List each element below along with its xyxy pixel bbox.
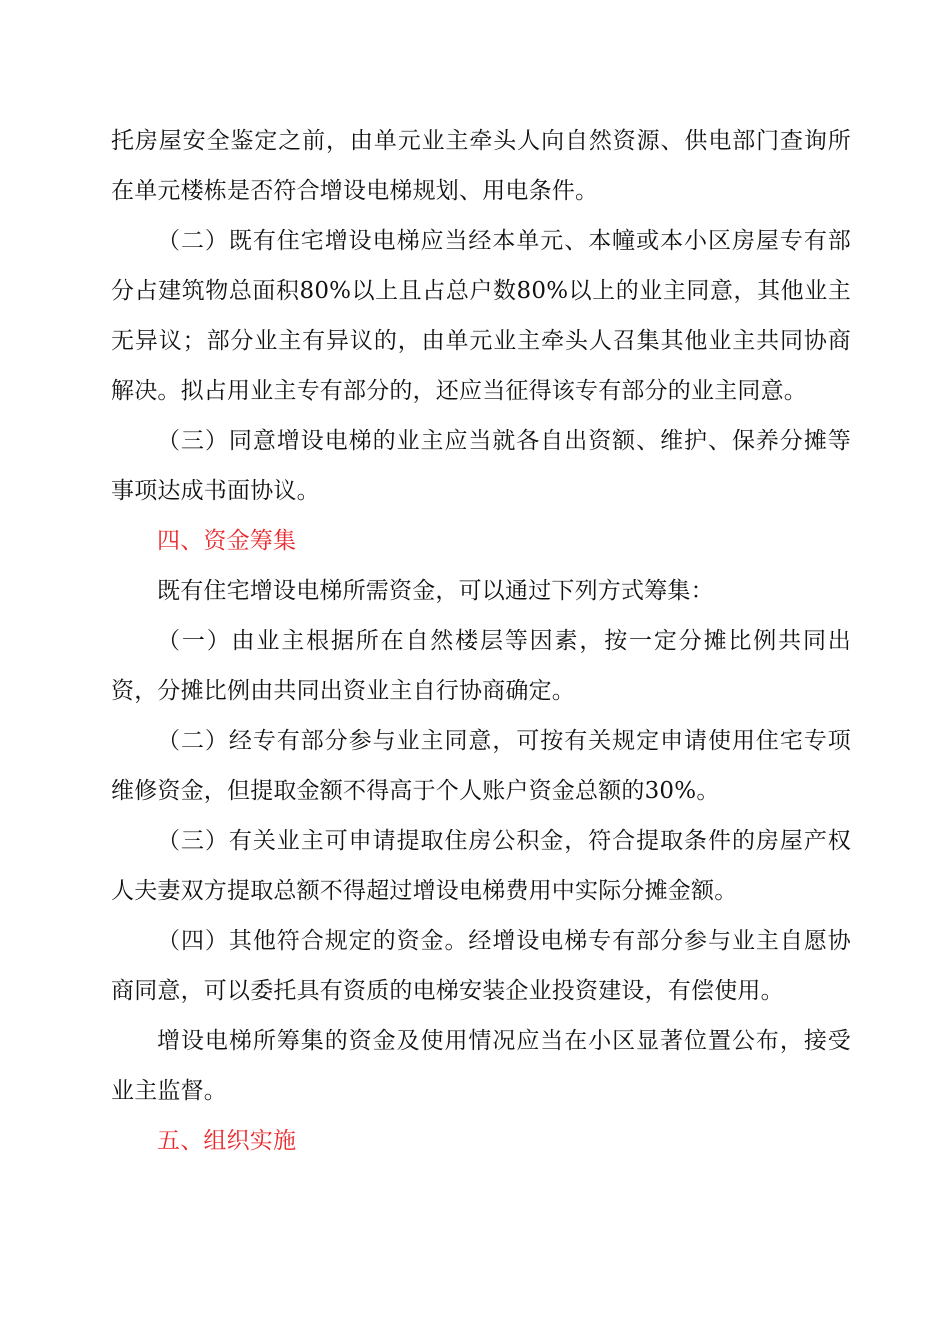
document-body: [111, 116, 851, 1166]
paragraph-continuation: 托房屋安全鉴定之前，由单元业主牵头人向自然资源、供电部门查询所在单元楼栋是否符合增设电梯规划、用电条件。: [111, 128, 851, 204]
paragraph-clause-3-agreement: （三）同意增设电梯的业主应当就各自出资额、维护、保养分摊等事项达成书面协议。: [111, 428, 851, 504]
paragraph-funding-item-1: （一）由业主根据所在自然楼层等因素，按一定分摊比例共同出资，分摊比例由共同出资业主自行协商确定。: [111, 628, 851, 704]
paragraph-funding-intro: 既有住宅增设电梯所需资金，可以通过下列方式筹集：: [157, 578, 714, 604]
paragraph-funding-item-4: （四）其他符合规定的资金。经增设电梯专有部分参与业主自愿协商同意，可以委托具有资质的电梯安装企业投资建设，有偿使用。: [111, 928, 851, 1004]
paragraph-funding-item-2: （二）经专有部分参与业主同意，可按有关规定申请使用住宅专项维修资金，但提取金额不得高于个人账户资金总额的30%。: [111, 728, 851, 804]
section-heading-funding: 四、资金筹集: [157, 528, 297, 554]
paragraph-funding-item-3: （三）有关业主可申请提取住房公积金，符合提取条件的房屋产权人夫妻双方提取总额不得超过增设电梯费用中实际分摊金额。: [111, 828, 851, 904]
section-heading-implementation: 五、组织实施: [157, 1128, 297, 1154]
paragraph-clause-2-consent: （二）既有住宅增设电梯应当经本单元、本幢或本小区房屋专有部分占建筑物总面积80%以上且占总户数80%以上的业主同意，其他业主无异议；部分业主有异议的，由单元业主牵头人召集其他业主共同协商解决。拟占用业主专有部分的，还应当征得该专有部分的业主同意。: [111, 228, 851, 404]
paragraph-funding-disclosure: 增设电梯所筹集的资金及使用情况应当在小区显著位置公布，接受业主监督。: [111, 1028, 851, 1104]
